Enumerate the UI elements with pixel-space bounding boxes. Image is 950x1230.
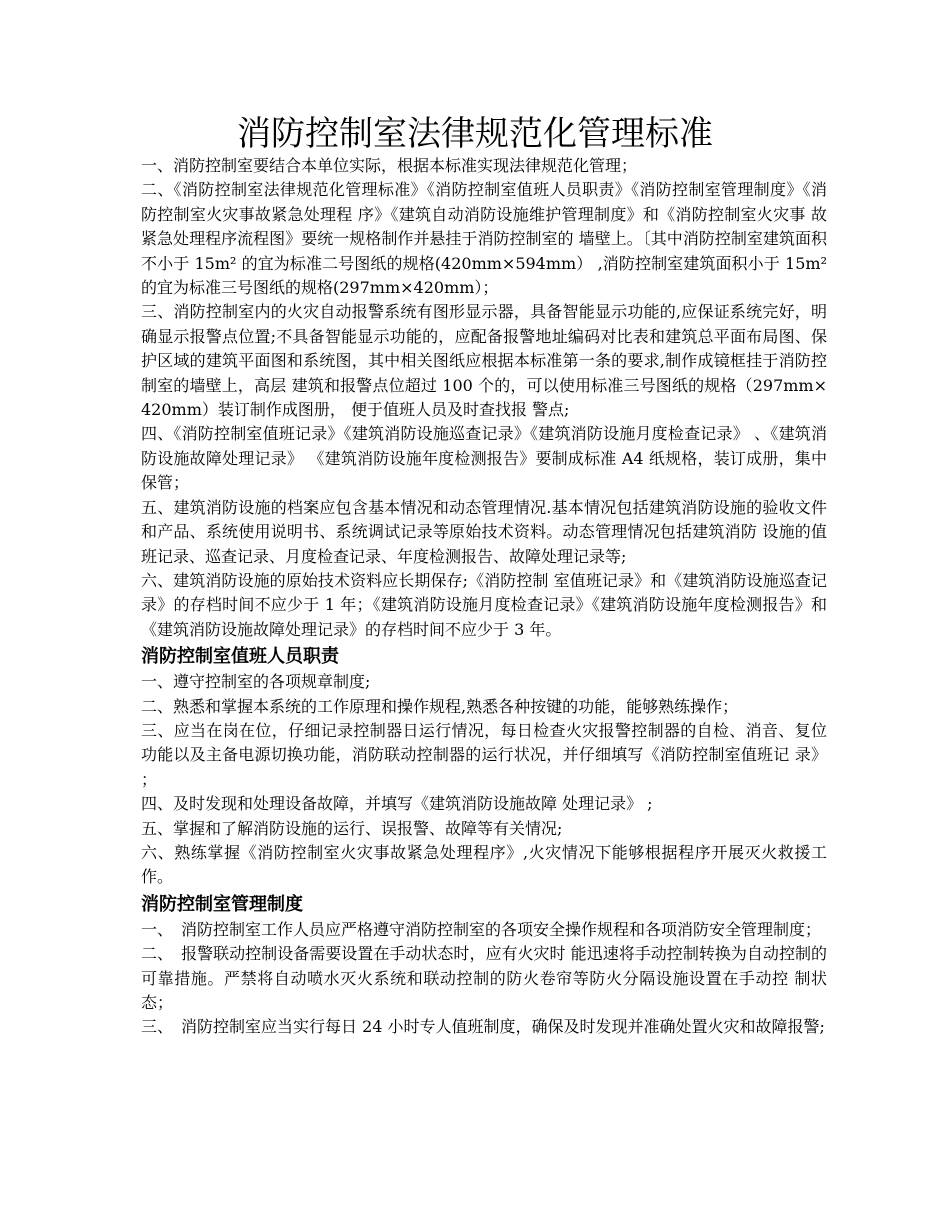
section-heading-management: 消防控制室管理制度 bbox=[141, 893, 303, 915]
document-body bbox=[141, 154, 827, 1040]
paragraph: 三、 消防控制室应当实行每日 24 小时专人值班制度，确保及时发现并准确处置火灾和故障报警; bbox=[141, 1017, 825, 1037]
paragraph: 二、《消防控制室法律规范化管理标准》《消防控制室值班人员职责》《消防控制室管理制度》《消防控制室火灾事故紧急处理程 序》《建筑自动消防设施维护管理制度》和《消防控制室火灾事 故紧急处理程序流程图》要统一规格制作并悬挂于消防控制室的 墙壁上。〔其中消防控制室建筑面积不小于 15m² 的宜为标准二号图纸的规格(420mm×594mm） ,消防控制室建筑面积小于 15m² 的宜为标准三号图纸的规格(297mm×420mm）； bbox=[141, 180, 827, 298]
paragraph: 一、 消防控制室工作人员应严格遵守消防控制室的各项安全操作规程和各项消防安全管理制度； bbox=[141, 919, 822, 939]
paragraph: 三、消防控制室内的火灾自动报警系统有图形显示器，具备智能显示功能的,应保证系统完好，明确显示报警点位置;不具备智能显示功能的，应配备报警地址编码对比表和建筑总平面布局图、保护区域的建筑平面图和系统图，其中相关图纸应根据本标准第一条的要求,制作成镜框挂于消防控制室的墙壁上，高层 建筑和报警点位超过 100 个的，可以使用标准三号图纸的规格（297mm×420mm）装订制作成图册， 便于值班人员及时查找报 警点; bbox=[141, 302, 827, 420]
paragraph: 五、建筑消防设施的档案应包含基本情况和动态管理情况.基本情况包括建筑消防设施的验收文件和产品、系统使用说明书、系统调试记录等原始技术资料。动态管理情况包括建筑消防 设施的值班记录、巡查记录、月度检查记录、年度检测报告、故障处理记录等; bbox=[141, 497, 827, 566]
paragraph: 四、《消防控制室值班记录》《建筑消防设施巡查记录》《建筑消防设施月度检查记录》 、《建筑消防设施故障处理记录》 《建筑消防设施年度检测报告》要制成标准 A4 纸规格，装订成册，集中保管； bbox=[141, 424, 827, 493]
paragraph: 一、遵守控制室的各项规章制度; bbox=[141, 672, 371, 692]
section-heading-duty: 消防控制室值班人员职责 bbox=[141, 646, 339, 668]
document-title: 消防控制室法律规范化管理标准 bbox=[237, 114, 713, 154]
paragraph: 四、及时发现和处理设备故障，并填写《建筑消防设施故障 处理记录》 ; bbox=[141, 794, 653, 814]
paragraph: 六、熟练掌握《消防控制室火灾事故紧急处理程序》,火灾情况下能够根据程序开展灭火救援工作。 bbox=[141, 842, 827, 887]
paragraph: 六、建筑消防设施的原始技术资料应长期保存;《消防控制 室值班记录》和《建筑消防设施巡查记录》的存档时间不应少于 1 年；《建筑消防设施月度检查记录》《建筑消防设施年度检测报告》和《建筑消防设施故障处理记录》的存档时间不应少于 3 年。 bbox=[141, 570, 827, 639]
paragraph: 一、消防控制室要结合本单位实际，根据本标准实现法律规范化管理； bbox=[141, 156, 638, 175]
paragraph: 五、掌握和了解消防设施的运行、误报警、故障等有关情况; bbox=[141, 818, 563, 838]
paragraph: 二、 报警联动控制设备需要设置在手动状态时，应有火灾时 能迅速将手动控制转换为自动控制的可靠措施。严禁将自动喷水灭火系统和联动控制的防火卷帘等防火分隔设施设置在手动控 制状态； bbox=[141, 944, 827, 1012]
paragraph: 三、应当在岗在位，仔细记录控制器日运行情况，每日检查火灾报警控制器的自检、消音、复位功能以及主备电源切换功能，消防联动控制器的运行状况，并仔细填写《消防控制室值班记 录》 ； bbox=[141, 720, 827, 789]
paragraph: 二、熟悉和掌握本系统的工作原理和操作规程,熟悉各种按键的功能，能够熟练操作； bbox=[141, 696, 739, 716]
